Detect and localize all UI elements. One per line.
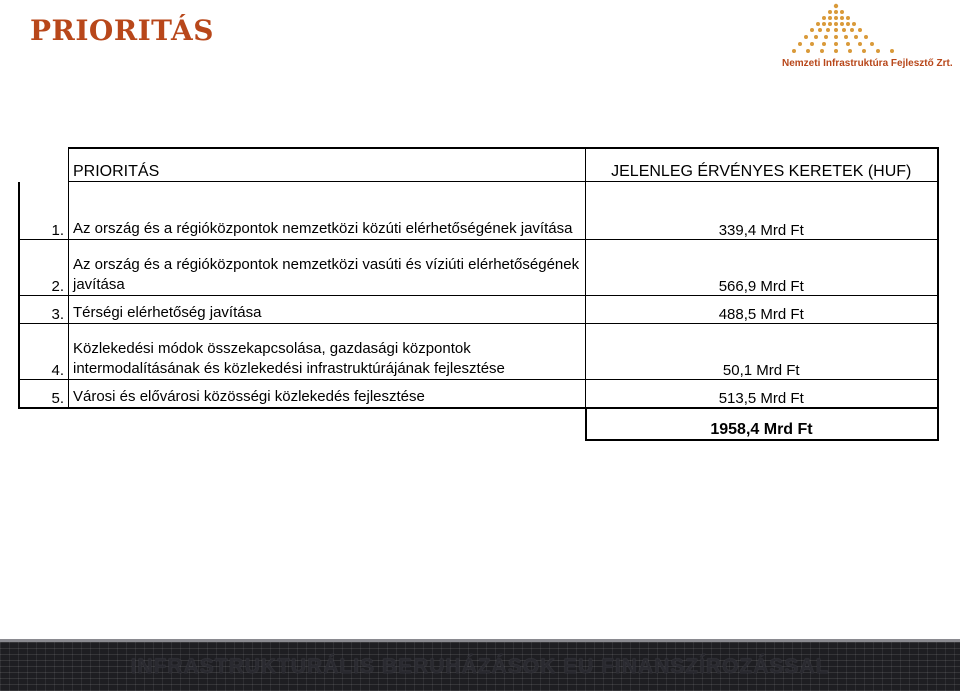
row-priority-text: Az ország és a régióközpontok nemzetközi közúti elérhetőségének javítása bbox=[69, 182, 586, 240]
row-number: 1. bbox=[19, 182, 69, 240]
footer-divider bbox=[0, 639, 960, 642]
row-priority-text: Közlekedési módok összekapcsolása, gazdasági központok intermodalításának és közlekedési infrastruktúrájának fejlesztése bbox=[69, 324, 586, 380]
footer-text: INFRASTRUKTURÁLIS BERUHÁZÁSOK EU FINANSZÍROZÁSSAL bbox=[130, 655, 830, 678]
row-priority-text: Térségi elérhetőség javítása bbox=[69, 296, 586, 324]
row-value: 339,4 Mrd Ft bbox=[586, 182, 938, 240]
priority-table bbox=[18, 147, 939, 441]
table-row bbox=[19, 324, 938, 380]
table-row bbox=[19, 380, 938, 408]
logo-pyramid-icon bbox=[784, 2, 944, 60]
table-row bbox=[19, 296, 938, 324]
header-num-cell bbox=[19, 148, 69, 182]
row-priority-text: Az ország és a régióközpontok nemzetközi vasúti és víziúti elérhetőségének javítása bbox=[69, 240, 586, 296]
row-number: 3. bbox=[19, 296, 69, 324]
table-row bbox=[19, 240, 938, 296]
footer-banner bbox=[0, 639, 960, 691]
header-frames: JELENLEG ÉRVÉNYES KERETEK (HUF) bbox=[586, 148, 938, 182]
header-priority: PRIORITÁS bbox=[69, 148, 586, 182]
row-value: 488,5 Mrd Ft bbox=[586, 296, 938, 324]
row-number: 2. bbox=[19, 240, 69, 296]
table-header-row bbox=[19, 148, 938, 182]
total-value: 1958,4 Mrd Ft bbox=[586, 408, 938, 440]
logo-text: Nemzeti Infrastruktúra Fejlesztő Zrt. bbox=[782, 58, 953, 69]
row-number: 4. bbox=[19, 324, 69, 380]
row-priority-text: Városi és elővárosi közösségi közlekedés fejlesztése bbox=[69, 380, 586, 408]
table-row bbox=[19, 182, 938, 240]
page-title: PRIORITÁS bbox=[30, 14, 214, 47]
total-row bbox=[19, 408, 938, 440]
row-value: 513,5 Mrd Ft bbox=[586, 380, 938, 408]
row-number: 5. bbox=[19, 380, 69, 408]
row-value: 50,1 Mrd Ft bbox=[586, 324, 938, 380]
row-value: 566,9 Mrd Ft bbox=[586, 240, 938, 296]
company-logo bbox=[776, 0, 956, 78]
